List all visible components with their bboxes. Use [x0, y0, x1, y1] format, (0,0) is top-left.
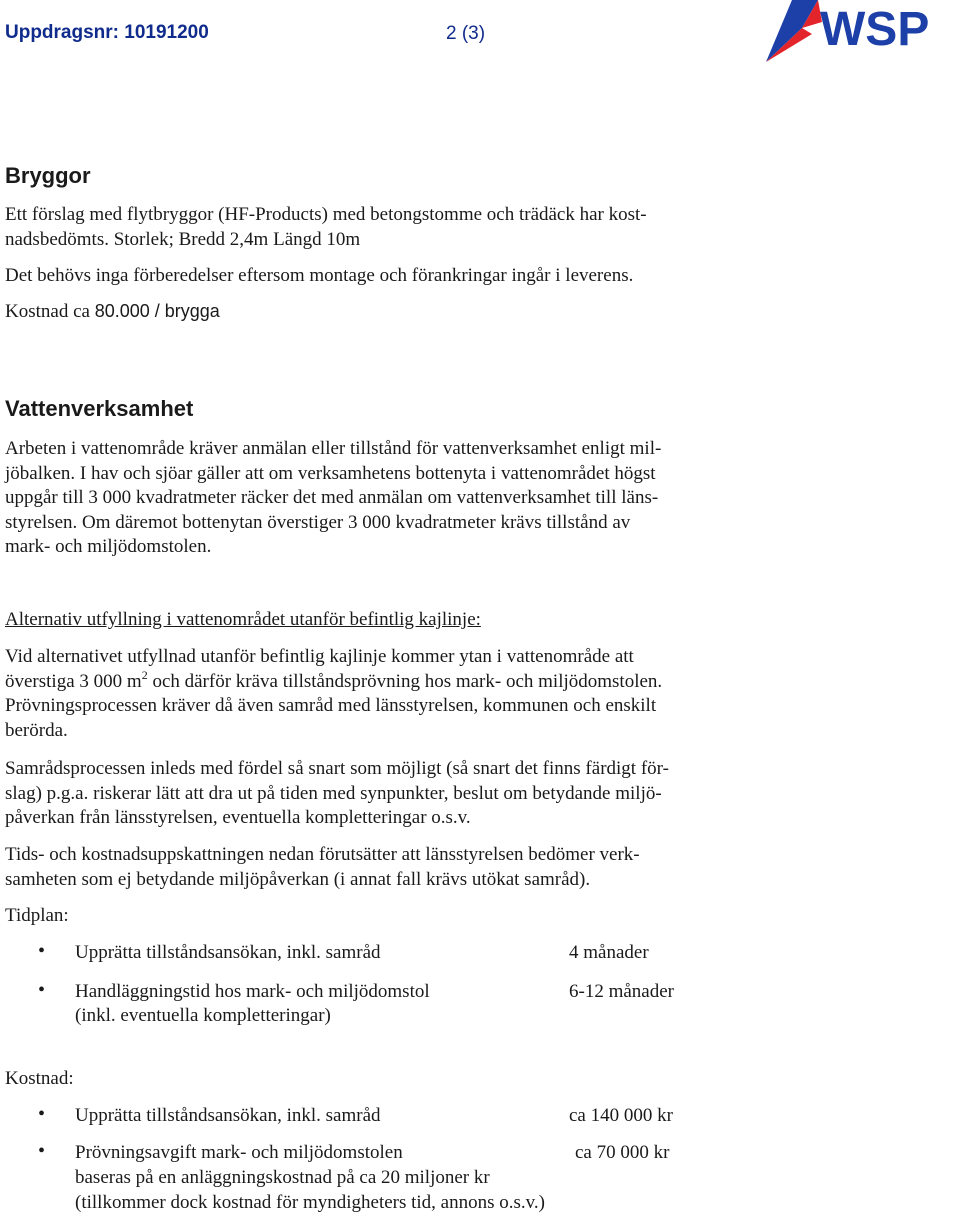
text-line: mark- och miljödomstolen.	[5, 536, 212, 557]
text-line: Samrådsprocessen inleds med fördel så snart som möjligt (så snart det finns färdigt för-	[5, 758, 669, 779]
list-item-text: Upprätta tillståndsansökan, inkl. samråd	[75, 1105, 381, 1126]
section-title-bryggor: Bryggor	[5, 163, 91, 188]
bullet-icon: •	[38, 940, 46, 962]
text-line: Ett förslag med flytbryggor (HF-Products) med betongstomme och trädäck har kost-	[5, 204, 647, 225]
page-number: 2 (3)	[446, 23, 486, 44]
text-line: styrelsen. Om däremot bottenytan överstiger 3 000 kvadratmeter krävs tillstånd av	[5, 511, 631, 533]
bullet-icon: •	[38, 1140, 46, 1162]
tidplan-label: Tidplan:	[5, 905, 69, 926]
text-line: uppgår till 3 000 kvadratmeter räcker det med anmälan om vattenverksamhet till läns-	[5, 487, 659, 508]
text-part: överstiga 3 000 m	[5, 670, 142, 692]
cost-prefix: Kostnad ca	[5, 301, 95, 322]
wsp-logo	[762, 0, 960, 64]
list-item-value: ca 140 000 kr	[569, 1105, 673, 1126]
text-line: slag) p.g.a. riskerar lätt att dra ut på tiden med synpunkter, beslut om betydande miljö-	[5, 782, 662, 804]
list-item-value: 4 månader	[569, 942, 649, 963]
text-line: Vid alternativet utfyllnad utanför befintlig kajlinje kommer ytan i vattenområde att	[5, 646, 634, 667]
section-title-vattenverksamhet: Vattenverksamhet	[5, 396, 194, 421]
text-line: jöbalken. I hav och sjöar gäller att om verksamhetens bottenyta i vattenområdet högst	[5, 462, 656, 484]
list-item-text: Handläggningstid hos mark- och miljödomstol	[75, 981, 430, 1002]
bryggor-cost	[5, 299, 950, 325]
list-item-text: baseras på en anläggningskostnad på ca 20 miljoner kr	[75, 1167, 490, 1188]
list-item-value: ca 70 000 kr	[575, 1142, 670, 1163]
alternativ-paragraph-2	[5, 757, 950, 831]
text-line: påverkan från länsstyrelsen, eventuella kompletteringar o.s.v.	[5, 807, 471, 828]
bullet-icon: •	[38, 1103, 46, 1125]
text-line: samheten som ej betydande miljöpåverkan (i annat fall krävs utökat samråd).	[5, 868, 591, 890]
vatten-paragraph	[5, 437, 950, 560]
text-line: nadsbedömts. Storlek; Bredd 2,4m Längd 10m	[5, 228, 361, 250]
bryggor-paragraph-1	[5, 203, 950, 252]
assignment-number: Uppdragsnr: 10191200	[5, 22, 209, 43]
text-line: Prövningsprocessen kräver då även samråd med länsstyrelsen, kommunen och enskilt	[5, 695, 657, 716]
alternativ-paragraph-1	[5, 645, 950, 743]
list-item-text: Prövningsavgift mark- och miljödomstolen	[75, 1142, 403, 1163]
text-line: berörda.	[5, 719, 68, 741]
text-part: och därför kräva tillståndsprövning hos mark- och miljödomstolen.	[147, 670, 663, 692]
text-line	[5, 667, 950, 695]
wsp-logo-icon	[762, 0, 960, 64]
text-line: Arbeten i vattenområde kräver anmälan eller tillstånd för vattenverksamhet enligt mil-	[5, 438, 662, 459]
cost-value: 80.000 / brygga	[94, 301, 220, 321]
kostnad-label: Kostnad:	[5, 1068, 74, 1089]
list-item-value: 6-12 månader	[569, 981, 674, 1002]
text-line: Tids- och kostnadsuppskattningen nedan förutsätter att länsstyrelsen bedömer verk-	[5, 844, 640, 865]
alternativ-paragraph-3	[5, 843, 950, 892]
list-item-text: Upprätta tillståndsansökan, inkl. samråd	[75, 942, 381, 963]
wsp-logo-text: WSP	[820, 3, 930, 56]
superscript: 2	[141, 667, 148, 682]
bryggor-paragraph-2: Det behövs inga förberedelser eftersom montage och förankringar ingår i leverens.	[5, 265, 634, 286]
list-item-text: (inkl. eventuella kompletteringar)	[75, 1005, 331, 1026]
list-item-text: (tillkommer dock kostnad för myndigheters tid, annons o.s.v.)	[75, 1192, 545, 1213]
bullet-icon: •	[38, 979, 46, 1001]
alternativ-heading: Alternativ utfyllning i vattenområdet utanför befintlig kajlinje:	[5, 609, 481, 630]
